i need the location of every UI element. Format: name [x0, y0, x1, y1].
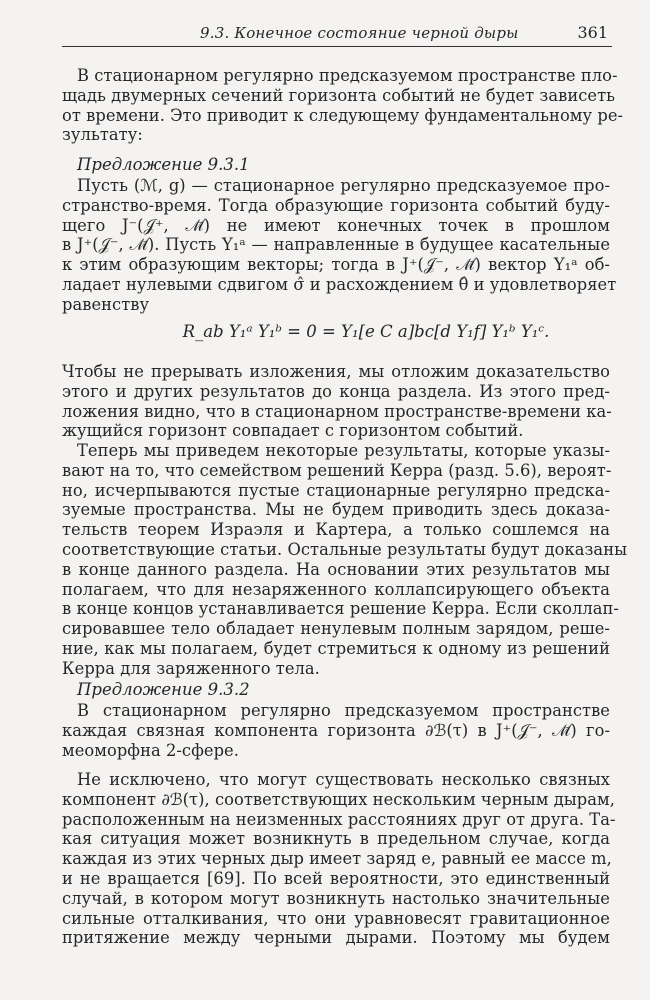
equation: R_ab Y₁ᵃ Y₁ᵇ = 0 = Y₁[e C a]bc[d Y₁f] Y₁ᵇ Y₁ᶜ.: [182, 322, 550, 341]
text-line: этого и других результатов до конца раздела. Из этого пред-: [62, 381, 610, 401]
text-line: Керра для заряженного тела.: [62, 658, 320, 678]
text-line: соответствующие статьи. Остальные результаты будут доказаны: [62, 539, 628, 559]
text-line: странство-время. Тогда образующие горизонта событий буду-: [62, 195, 610, 215]
text-line: щего J⁻(𝒥⁺, ℳ̄) не имеют конечных точек в прошлом: [62, 215, 610, 235]
text-line: притяжение между черными дырами. Поэтому мы будем: [62, 928, 610, 948]
text-line: зультату:: [62, 125, 143, 145]
text-line: от времени. Это приводит к следующему фундаментальному ре-: [62, 105, 624, 125]
text-line: зуемые пространства. Мы не будем приводить здесь доказа-: [62, 500, 610, 520]
proposition-body: [62, 176, 617, 315]
text-line: ладает нулевыми сдвигом σ̂ и расхождением θ̂ и удовлетворяет: [62, 274, 617, 294]
page-header: [62, 22, 614, 48]
text-line: меоморфна 2-сфере.: [62, 740, 239, 760]
text-line: Пусть (ℳ, g) — стационарное регулярно предсказуемое про-: [77, 176, 610, 195]
text-line: каждая из этих черных дыр имеет заряд e, равный ее массе m,: [62, 849, 612, 869]
proposition-body: [62, 701, 610, 760]
proposition-title: Предложение 9.3.2: [77, 680, 250, 699]
text-line: Не исключено, что могут существовать несколько связных: [77, 770, 610, 789]
text-line: щадь двумерных сечений горизонта событий не будет зависеть: [62, 85, 616, 105]
running-title: 9.3. Конечное состояние черной дыры: [200, 24, 519, 42]
proposition-title: Предложение 9.3.1: [77, 155, 250, 174]
text-line: жущийся горизонт совпадает с горизонтом событий.: [62, 421, 524, 441]
text-line: компонент ∂ℬ(τ), соответствующих нескольким черным дырам,: [62, 789, 615, 809]
text-line: но, исчерпываются пустые стационарные регулярно предска-: [62, 480, 610, 500]
header-rule: [62, 46, 612, 47]
text-line: случай, в котором могут возникнуть настолько значительные: [62, 888, 610, 908]
page-number: 361: [577, 23, 608, 42]
text-line: В стационарном регулярно предсказуемом пространстве: [77, 701, 610, 720]
text-line: сильные отталкивания, что они уравновесят гравитационное: [62, 908, 610, 928]
text-line: тельств теорем Израэля и Картера, а только сошлемся на: [62, 520, 610, 540]
paragraph-4: [62, 770, 616, 948]
text-line: ние, как мы полагаем, будет стремиться к одному из решений: [62, 638, 610, 658]
text-line: каждая связная компонента горизонта ∂ℬ(τ) в J⁺(𝒥⁻, ℳ̄) го-: [62, 720, 610, 740]
text-line: к этим образующим векторы; тогда в J⁺(𝒥⁻, ℳ̄) вектор Y₁ᵃ об-: [62, 255, 610, 275]
text-line: Теперь мы приведем некоторые результаты, которые указы-: [77, 441, 610, 460]
text-line: кая ситуация может возникнуть в предельном случае, когда: [62, 829, 610, 849]
text-line: сировавшее тело обладает ненулевым полным зарядом, реше-: [62, 619, 610, 639]
text-line: ложения видно, что в стационарном пространстве-времени ка-: [62, 401, 612, 421]
text-line: В стационарном регулярно предсказуемом пространстве пло-: [77, 66, 618, 85]
text-line: расположенным на неизменных расстояниях друг от друга. Та-: [62, 809, 616, 829]
text-line: Чтобы не прерывать изложения, мы отложим доказательство: [62, 362, 610, 381]
text-line: равенству: [62, 294, 150, 314]
text-line: в конце концов устанавливается решение Керра. Если сколлап-: [62, 599, 619, 619]
paragraph-3: [62, 441, 628, 679]
text-line: и не вращается [69]. По всей вероятности, это единственный: [62, 868, 610, 888]
text-line: в J⁺(𝒥⁻, ℳ̄). Пусть Y₁ᵃ — направленные в будущее касательные: [62, 235, 610, 255]
text-line: в конце данного раздела. На основании этих результатов мы: [62, 559, 610, 579]
text-line: полагаем, что для незаряженного коллапсирующего объекта: [62, 579, 610, 599]
text-line: вают на то, что семейством решений Керра (разд. 5.6), вероят-: [62, 460, 612, 480]
paragraph-intro: [62, 66, 624, 145]
paragraph-2: [62, 362, 610, 441]
